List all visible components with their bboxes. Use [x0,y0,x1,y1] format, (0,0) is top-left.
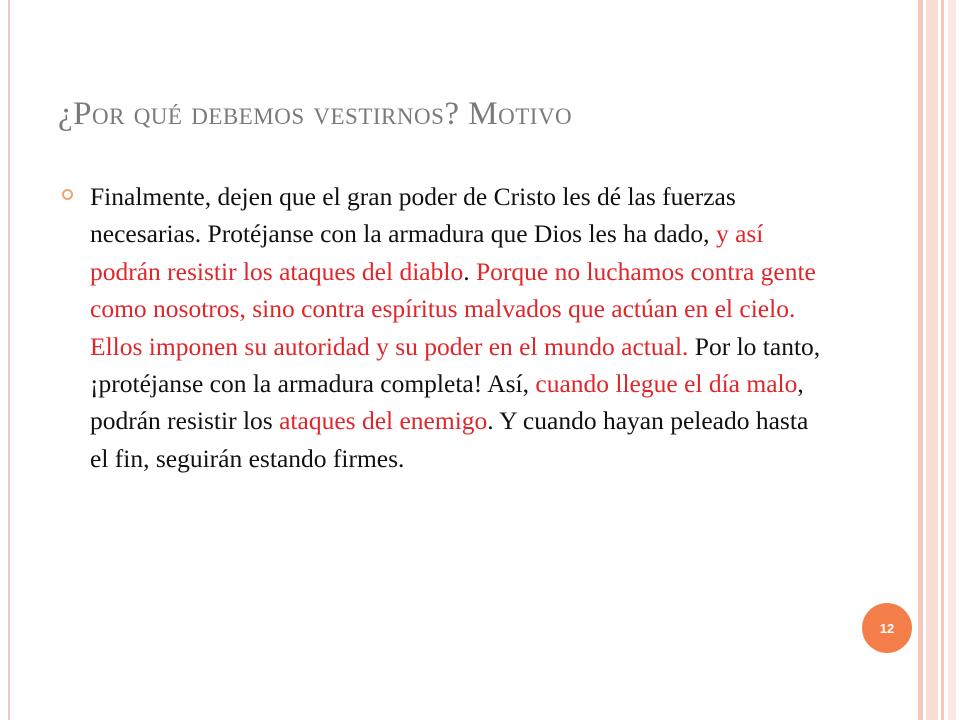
text-segment: . Y cuando hayan peleado hasta el fin, seguirán estando firmes. [90,406,809,473]
decorative-stripes [920,0,960,720]
highlighted-segment: cuando llegue el día malo [535,369,798,399]
text-segment: , podrán resistir los [90,369,804,436]
text-segment: Finalmente, dejen que el gran poder de Cristo les dé las fuerzas necesarias. Protéjanse con la armadura que Dios les ha dado, [90,182,736,249]
page-number-badge: 12 [862,603,912,653]
highlighted-segment: ataques del enemigo [279,406,488,436]
bullet-paragraph [90,178,830,477]
text-segment: . [463,256,476,286]
highlighted-segment: y así podrán resistir los ataques del diablo [90,219,764,286]
slide-title: ¿Por qué debemos vestirnos? Motivo [58,96,573,132]
text-segment: Por lo tanto, ¡protéjanse con la armadura completa! Así, [90,331,821,399]
highlighted-segment: Porque no luchamos contra gente como nosotros, sino contra espíritus malvados que actúan en el cielo. Ellos imponen su autoridad y su poder en el mundo actual. [90,256,816,361]
bullet-icon [62,189,73,200]
